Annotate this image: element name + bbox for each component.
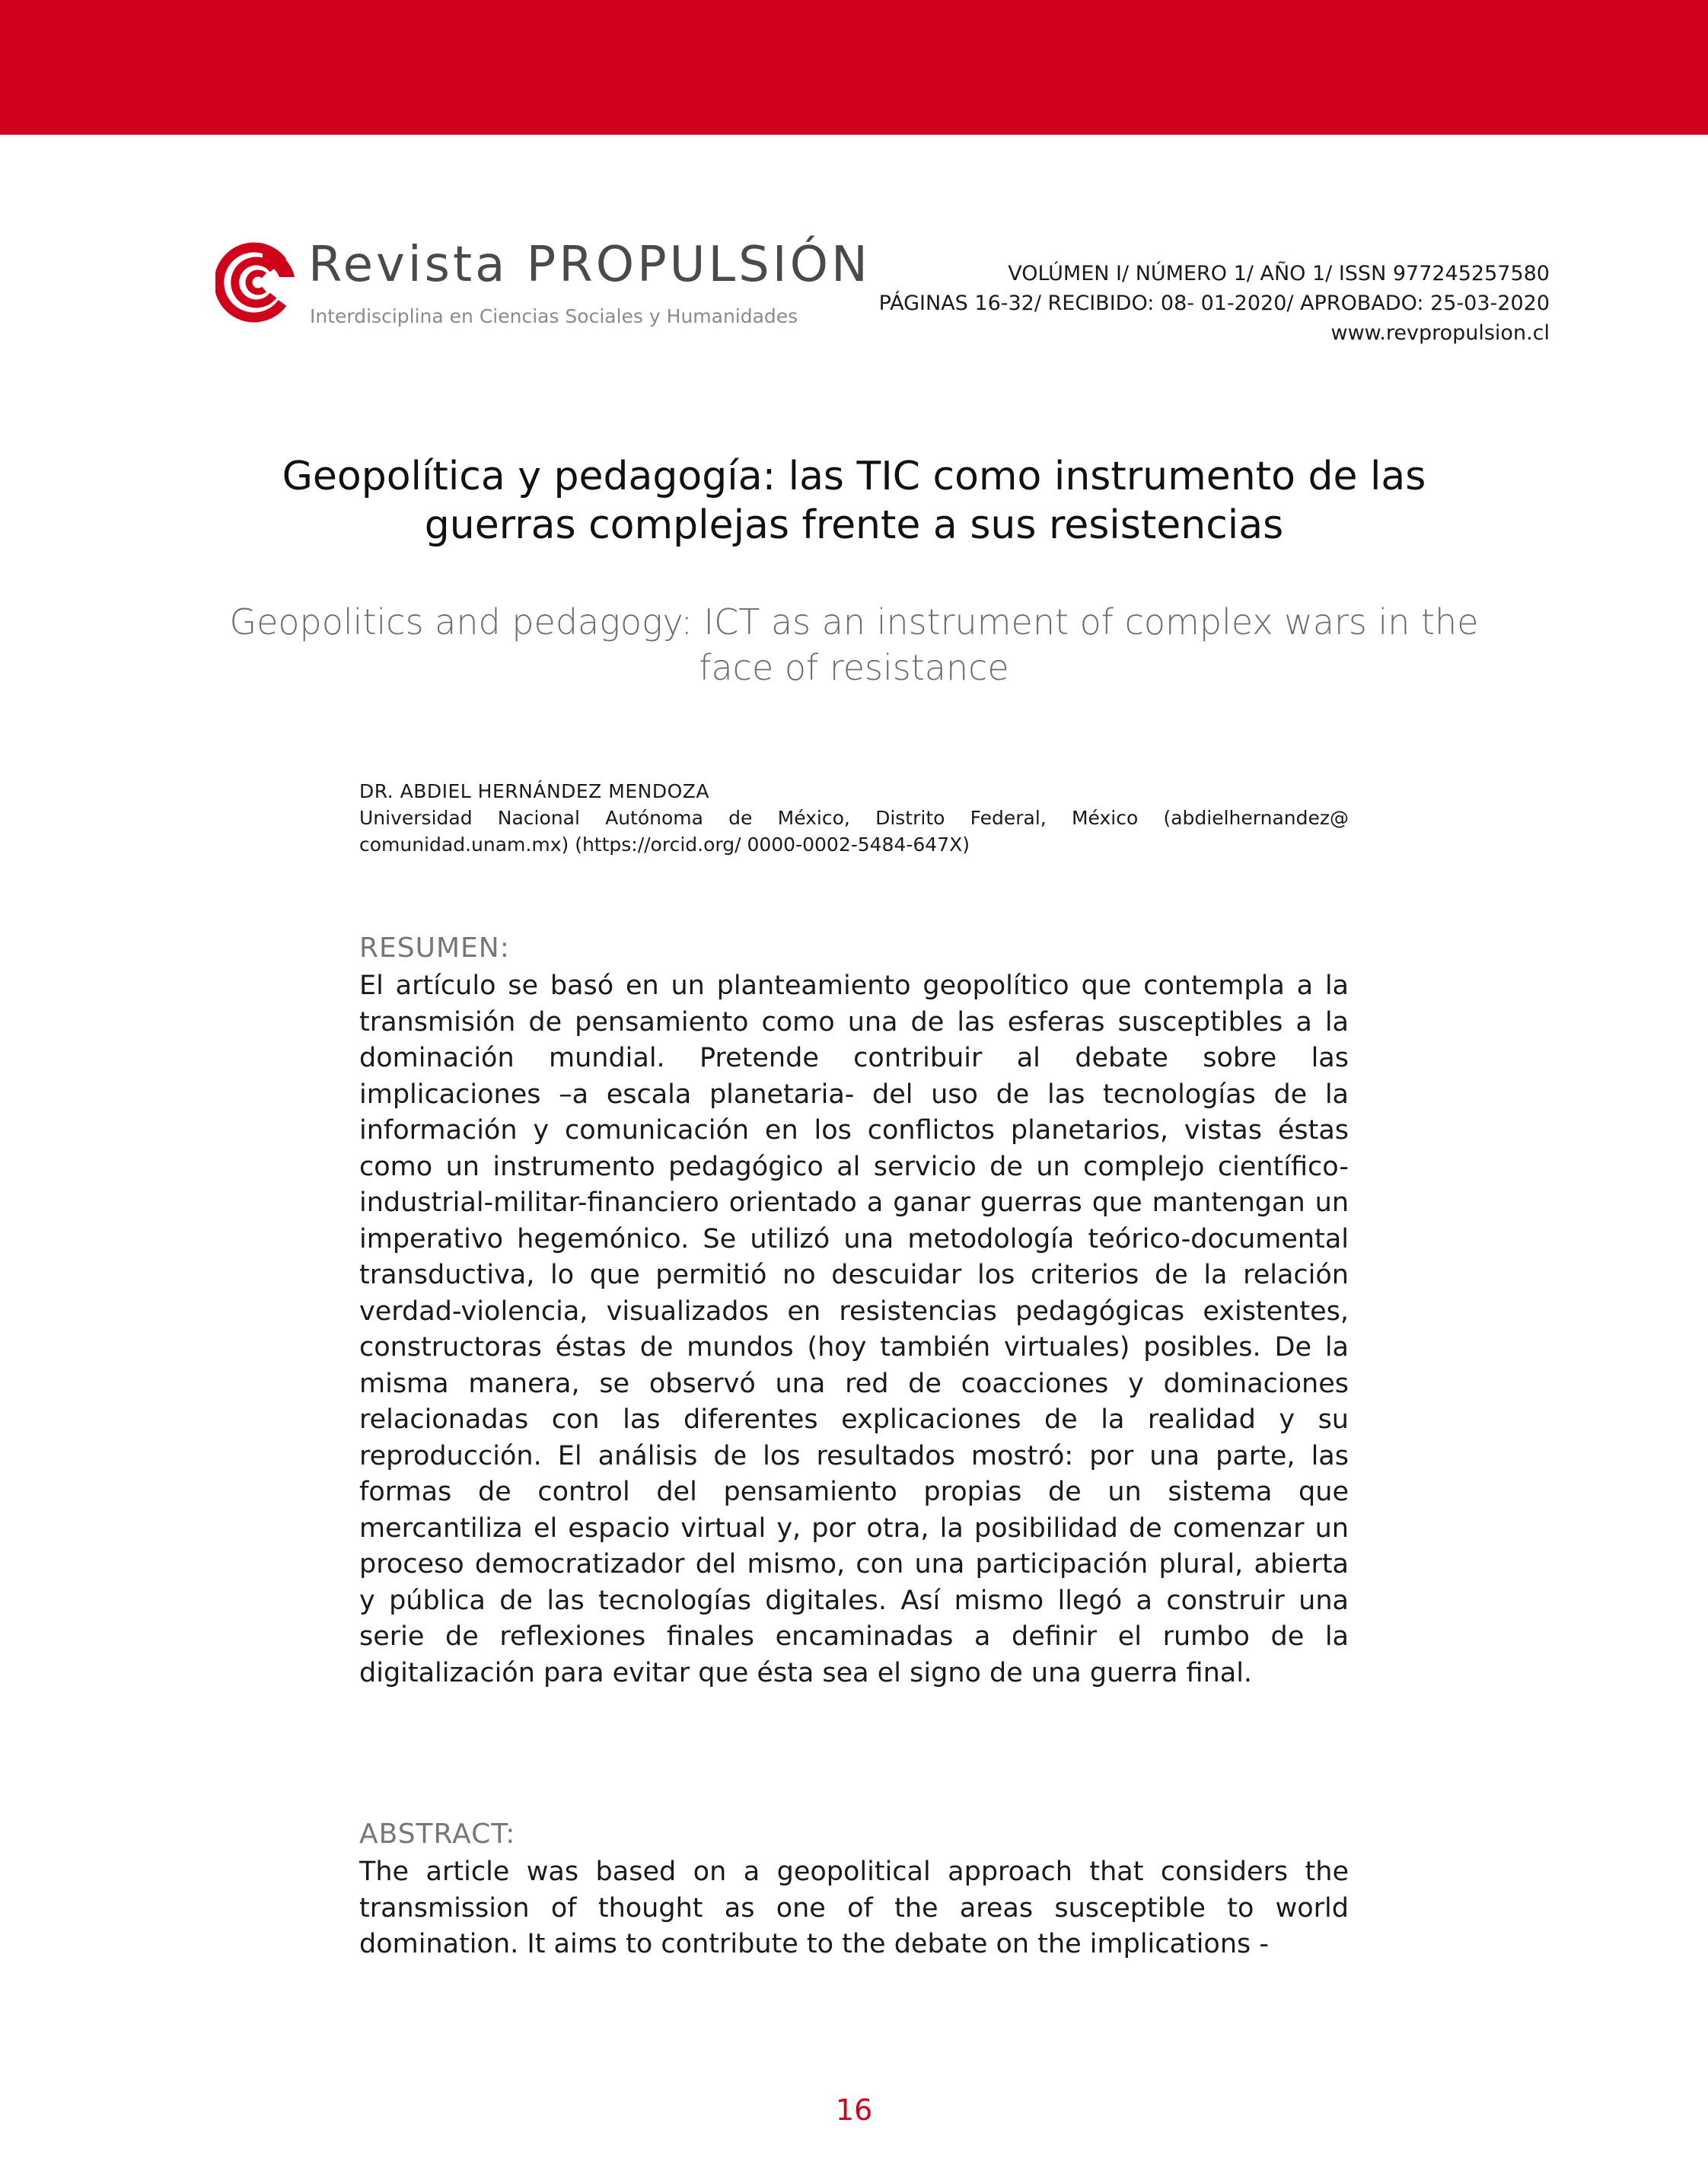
logo-title-revista: Revista [308,237,527,293]
logo-title [308,237,871,293]
journal-info [879,259,1550,348]
journal-logo [215,237,871,336]
resumen-body: El artículo se basó en un planteamiento geopolítico que contempla a la transmisión de pensamiento como una de las esferas susceptibles a la dominación mundial. Pretende contribuir al debate sobre las implicaciones –a escala planetaria- del uso de las tecnologías de la información y comunicación en los conflictos planetarios, vistas éstas como un instrumento pedagógico al servicio de un complejo científico-industrial-militar-financiero orientado a ganar guerras que mantengan un imperativo hegemónico. Se utilizó una metodología teórico-documental transductiva, lo que permitió no descuidar los criterios de la relación verdad-violencia, visualizados en resistencias pedagógicas existentes, constructoras éstas de mundos (hoy también virtuales) posibles. De la misma manera, se observó una red de coacciones y dominaciones relacionadas con las diferentes explicaciones de la realidad y su reproducción. El análisis de los resultados mostró: por una parte, las formas de control del pensamiento propias de un sistema que mercantiliza el espacio virtual y, por otra, la posibilidad de comenzar un proceso democratizador del mismo, con una participación plural, abierta y pública de las tecnologías digitales. Así mismo llegó a construir una serie de reflexiones finales encaminadas a definir el rumbo de la digitalización para evitar que ésta sea el signo de una guerra final. [359,971,1349,1688]
journal-info-volume: VOLÚMEN I/ NÚMERO 1/ AÑO 1/ ISSN 977245257580 [1008,262,1550,285]
article-title-spanish: Geopolítica y pedagogía: las TIC como instrumento de las guerras complejas frente a sus resistencias [282,454,1426,548]
author-name: DR. ABDIEL HERNÁNDEZ MENDOZA [359,780,709,802]
resumen-heading: RESUMEN: [359,932,510,964]
journal-info-url: www.revpropulsion.cl [1330,321,1550,345]
top-red-band [0,0,1708,135]
logo-subtitle: Interdisciplina en Ciencias Sociales y Humanidades [310,305,798,327]
logo-title-propulsion: PROPULSIÓN [526,237,871,293]
article-title-english: Geopolitics and pedagogy: ICT as an instrument of complex wars in the face of resistance [229,601,1479,688]
abstract-body: The article was based on a geopolitical approach that considers the transmission of thought as one of the areas susceptible to world domination. It aims to contribute to the debate on the implications - [359,1857,1349,1959]
abstract-heading: ABSTRACT: [359,1819,516,1850]
page-number: 16 [835,2093,873,2127]
author-affiliation: Universidad Nacional Autónoma de México, Distrito Federal, México (abdielhernandez@ comunidad.unam.mx) (https://orcid.org/ 0000-0002-5484-647X) [359,807,1349,856]
spiral-c-logo-icon [215,241,299,324]
journal-info-pages: PÁGINAS 16-32/ RECIBIDO: 08- 01-2020/ APROBADO: 25-03-2020 [878,292,1550,315]
author-block [359,778,1349,858]
